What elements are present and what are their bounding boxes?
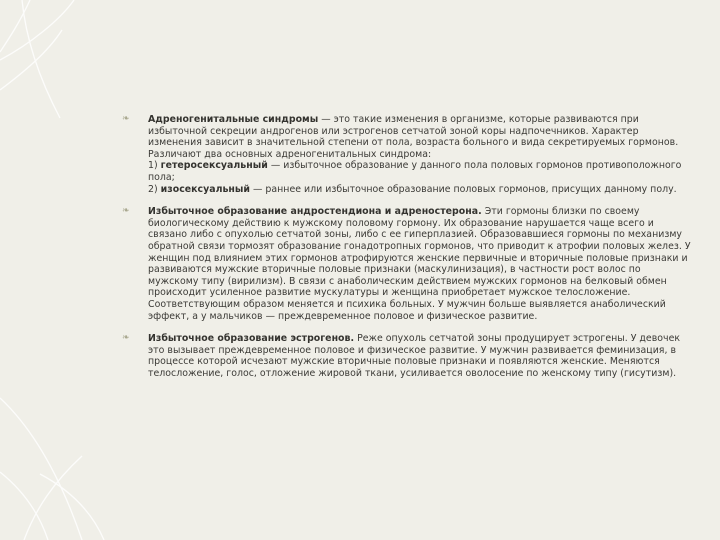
item-paragraph (148, 206, 692, 322)
sub-item-heading: гетеросексуальный (160, 160, 268, 172)
item-heading: Избыточное образование андростендиона и адреностерона. (148, 206, 482, 218)
bullet-icon: ❧ (122, 114, 130, 124)
list-item-adrenogenital (118, 114, 692, 195)
sub-item-number: 2) (148, 183, 161, 195)
item-paragraph (148, 333, 692, 379)
bullet-icon: ❧ (122, 333, 130, 344)
list-item-androstenedione (118, 206, 692, 322)
bullet-icon: ❧ (122, 206, 130, 217)
list-item-estrogens (118, 333, 692, 379)
item-heading: Адреногенитальные синдромы (148, 114, 319, 125)
item-text: Реже опухоль сетчатой зоны продуцирует эстрогены. У девочек это вызывает преждевременное половое и физическое развитие. У мужчин развивается феминизация, в процессе которой исчезают мужские вторичные половые признаки и появляются женские. Меняются телосложение, голос, отложение жировой ткани, усиливается оволосение по женскому типу (гисутизм). (148, 333, 681, 379)
sub-item-text: — раннее или избыточное образование половых гормонов, присущих данному полу. (250, 183, 677, 195)
item-text: Эти гормоны близки по своему биологическому действию к мужскому половому гормону. Их образование нарушается чаще всего и связано либо с опухолью сетчатой зоны, либо с ее гиперплазией. Образовавшиеся гормоны по механизму обратной связи тормозят образование гонадотропных гормонов, что приводит к атрофии половых желез. У женщин под влиянием этих гормонов атрофируются женские первичные и вторичные половые признаки и развиваются мужские вторичные половые признаки (маскулинизация), в частности рост волос по мужскому типу (вирилизм). В связи с анаболическим действием мужских гормонов на белковый обмен происходит усиленное развитие мускулатуры и женщина приобретает мужское телосложение. Соответствующим образом меняется и психика больных. У мужчин больше выявляется анаболический эффект, а у мальчиков — преждевременное половое и физическое развитие. (148, 206, 691, 322)
slide-content (118, 114, 692, 390)
sub-item-heading: изосексуальный (160, 183, 251, 195)
item-text: — это такие изменения в организме, которые развиваются при избыточной секреции андрогенов или эстрогенов сетчатой зоной коры надпочечников. Характер изменения зависит в значительной степени от пола, возраста больного и вида секретируемых гормонов. Различают два основных адреногенитальных синдрома: (148, 114, 679, 160)
sub-item-number: 1) (148, 160, 161, 172)
item-paragraph (148, 114, 692, 195)
item-heading: Избыточное образование эстрогенов. (148, 333, 355, 345)
sub-item-text: — избыточное образование у данного пола половых гормонов противоположного пола; (148, 160, 682, 183)
